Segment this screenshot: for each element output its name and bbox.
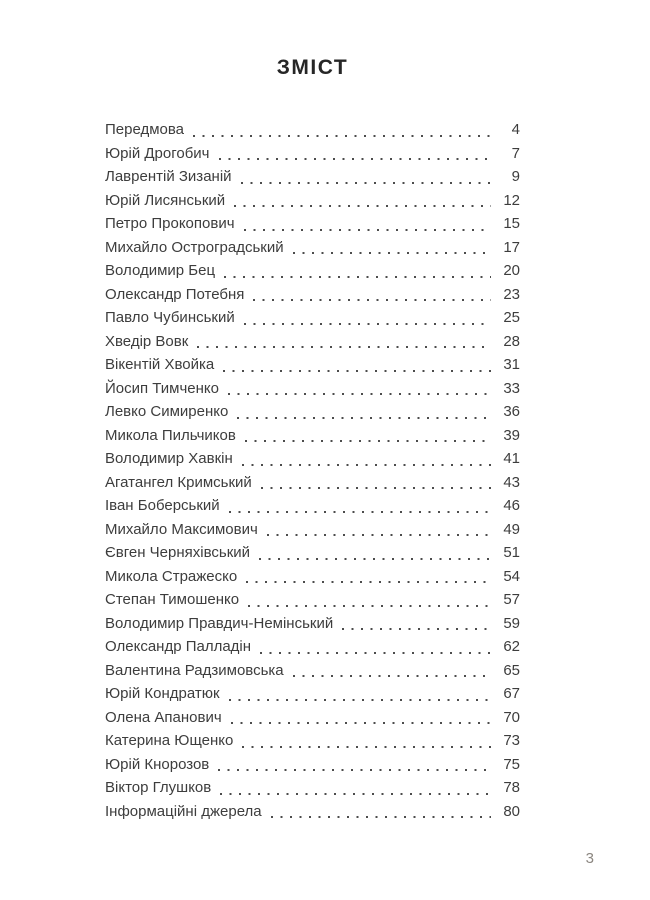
- toc-entry-label: Михайло Остроградський: [105, 238, 284, 256]
- dotted-leader: [244, 306, 491, 330]
- toc-entry-label: Інформаційні джерела: [105, 802, 262, 820]
- toc-entry-page: 4: [511, 121, 520, 138]
- toc-entry-page: 15: [503, 215, 520, 232]
- toc-entry-label: Володимир Бец: [105, 262, 216, 279]
- toc-entry: [105, 635, 520, 659]
- dotted-leader: [259, 541, 491, 565]
- toc-entry: [105, 565, 520, 589]
- toc-entry-page: 9: [511, 168, 520, 185]
- toc-entry-label: Вікентій Хвойка: [105, 356, 215, 373]
- toc-entry-label: Володимир Хавкін: [105, 450, 233, 467]
- toc-entry: [105, 189, 520, 213]
- toc-entry: [105, 541, 520, 565]
- dotted-leader: [245, 424, 491, 448]
- dotted-leader: [260, 635, 491, 659]
- toc-entry-label: Катерина Ющенко: [105, 732, 234, 749]
- toc-entry: [105, 142, 520, 166]
- toc-entry: [105, 306, 520, 330]
- toc-entry-page: 62: [503, 638, 520, 655]
- toc-entry-page: 49: [503, 520, 520, 538]
- dotted-leader: [246, 565, 491, 589]
- toc-entry-label: Павло Чубинський: [105, 309, 235, 326]
- toc-entry-page: 51: [503, 544, 520, 561]
- toc-entry: [105, 236, 520, 260]
- toc-entry-label: Агатангел Кримський: [105, 473, 252, 491]
- toc-entry: [105, 494, 520, 518]
- dotted-leader: [234, 189, 491, 213]
- dotted-leader: [342, 612, 491, 636]
- dotted-leader: [261, 471, 491, 495]
- toc-entry-page: 39: [503, 426, 520, 444]
- toc-entry: [105, 471, 520, 495]
- dotted-leader: [293, 659, 491, 683]
- toc-entry: [105, 165, 520, 189]
- toc-entry-page: 70: [503, 708, 520, 726]
- toc-entry-label: Йосип Тимченко: [105, 379, 220, 397]
- toc-entry-label: Левко Симиренко: [105, 403, 229, 420]
- toc-list: [105, 118, 520, 823]
- toc-entry-page: 59: [503, 614, 520, 632]
- toc-entry-label: Іван Боберський: [105, 497, 220, 514]
- toc-entry-page: 73: [503, 732, 520, 749]
- toc-entry-label: Юрій Кондратюк: [105, 685, 220, 702]
- toc-entry-label: Хведір Вовк: [105, 332, 189, 350]
- toc-entry-page: 33: [503, 379, 520, 397]
- toc-entry-page: 54: [503, 567, 520, 585]
- dotted-leader: [220, 776, 491, 800]
- toc-entry: [105, 447, 520, 471]
- toc-entry: [105, 729, 520, 753]
- toc-entry-label: Юрій Лисянський: [105, 191, 226, 209]
- toc-entry: [105, 588, 520, 612]
- toc-entry: [105, 659, 520, 683]
- dotted-leader: [271, 800, 491, 824]
- toc-entry: [105, 330, 520, 354]
- dotted-leader: [219, 142, 492, 166]
- toc-entry-label: Юрій Кнорозов: [105, 755, 210, 773]
- dotted-leader: [241, 165, 491, 189]
- toc-entry-label: Олександр Палладін: [105, 638, 252, 655]
- toc-entry-label: Степан Тимошенко: [105, 591, 240, 608]
- dotted-leader: [242, 729, 491, 753]
- dotted-leader: [244, 212, 491, 236]
- dotted-leader: [218, 753, 491, 777]
- toc-entry: [105, 706, 520, 730]
- toc-entry-label: Олена Апанович: [105, 708, 222, 726]
- dotted-leader: [267, 518, 491, 542]
- toc-entry-label: Віктор Глушков: [105, 779, 212, 796]
- toc-entry-page: 65: [503, 661, 520, 679]
- dotted-leader: [242, 447, 491, 471]
- toc-entry: [105, 118, 520, 142]
- toc-entry-page: 67: [503, 685, 520, 702]
- toc-entry-label: Валентина Радзимовська: [105, 661, 284, 679]
- toc-entry: [105, 800, 520, 824]
- dotted-leader: [229, 494, 491, 518]
- toc-entry-label: Петро Прокопович: [105, 215, 235, 232]
- dotted-leader: [237, 400, 491, 424]
- footer-page-number: 3: [585, 850, 594, 867]
- dotted-leader: [231, 706, 491, 730]
- toc-entry-label: Михайло Максимович: [105, 520, 258, 538]
- dotted-leader: [197, 330, 491, 354]
- toc-entry-page: 75: [503, 755, 520, 773]
- toc-entry-label: Микола Стражеско: [105, 567, 238, 585]
- toc-entry-page: 41: [503, 450, 520, 467]
- dotted-leader: [293, 236, 491, 260]
- toc-entry-label: Володимир Правдич-Немінський: [105, 614, 334, 632]
- dotted-leader: [224, 259, 491, 283]
- toc-entry-label: Євген Черняхівський: [105, 544, 251, 561]
- toc-entry-page: 80: [503, 802, 520, 820]
- toc-entry-label: Передмова: [105, 121, 185, 138]
- toc-entry-page: 20: [503, 262, 520, 279]
- dotted-leader: [193, 118, 491, 142]
- toc-entry: [105, 424, 520, 448]
- toc-entry: [105, 353, 520, 377]
- dotted-leader: [253, 283, 491, 307]
- toc-entry-page: 57: [503, 591, 520, 608]
- toc-entry-page: 28: [503, 332, 520, 350]
- toc-entry-page: 31: [503, 356, 520, 373]
- toc-entry-label: Микола Пильчиков: [105, 426, 236, 444]
- dotted-leader: [223, 353, 491, 377]
- toc-entry-page: 25: [503, 309, 520, 326]
- toc-entry: [105, 682, 520, 706]
- toc-entry-page: 43: [503, 473, 520, 491]
- toc-entry-page: 36: [503, 403, 520, 420]
- toc-entry: [105, 776, 520, 800]
- toc-entry-page: 12: [503, 191, 520, 209]
- toc-entry: [105, 400, 520, 424]
- toc-entry: [105, 377, 520, 401]
- toc-entry-label: Олександр Потебня: [105, 285, 245, 303]
- toc-entry-page: 46: [503, 497, 520, 514]
- toc-entry: [105, 283, 520, 307]
- toc-entry: [105, 259, 520, 283]
- toc-entry: [105, 212, 520, 236]
- toc-entry-page: 23: [503, 285, 520, 303]
- toc-entry: [105, 753, 520, 777]
- toc-entry-page: 17: [503, 238, 520, 256]
- dotted-leader: [229, 682, 491, 706]
- toc-entry: [105, 612, 520, 636]
- toc-entry-label: Юрій Дрогобич: [105, 144, 210, 162]
- toc-entry: [105, 518, 520, 542]
- toc-entry-page: 78: [503, 779, 520, 796]
- page-title: ЗМІСТ: [276, 56, 349, 79]
- dotted-leader: [248, 588, 491, 612]
- dotted-leader: [228, 377, 491, 401]
- toc-entry-label: Лаврентій Зизаній: [105, 168, 232, 185]
- toc-entry-page: 7: [511, 144, 520, 162]
